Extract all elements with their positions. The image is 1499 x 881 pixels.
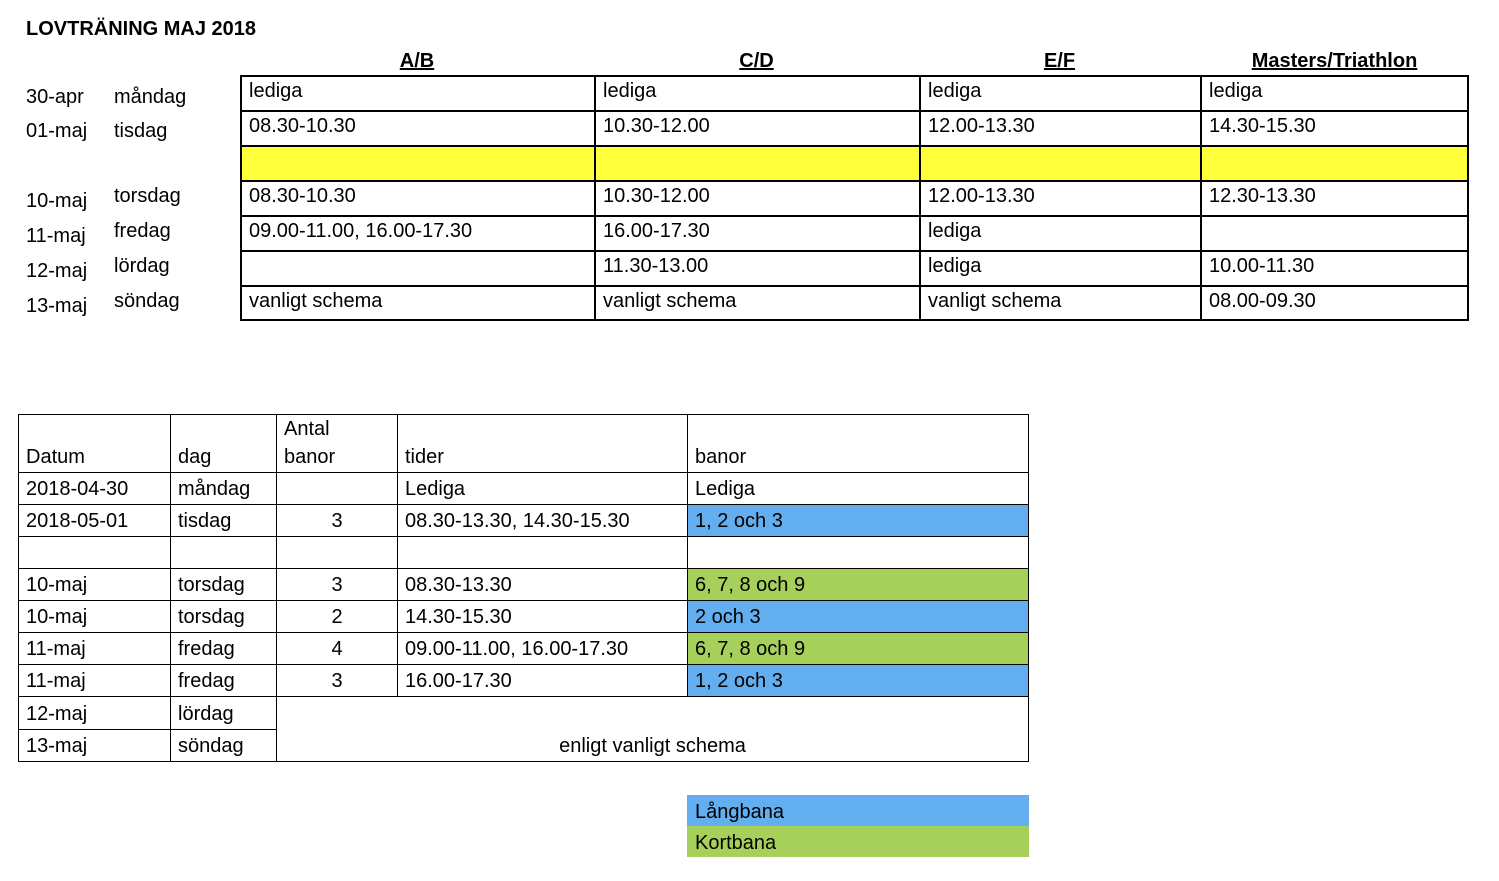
schedule-cell: 11.30-13.00 bbox=[594, 250, 919, 285]
schedule-day: torsdag bbox=[114, 185, 181, 207]
cell-dag: fredag bbox=[170, 632, 276, 664]
schedule-row-highlight bbox=[240, 145, 1469, 180]
cell-datum: 2018-05-01 bbox=[18, 504, 170, 536]
header-tider: tider bbox=[397, 414, 687, 472]
schedule-cell: lediga bbox=[594, 75, 919, 110]
cell-dag: tisdag bbox=[170, 504, 276, 536]
cell-antal: 3 bbox=[276, 568, 397, 600]
cell-tider bbox=[397, 536, 687, 568]
cell-antal: 4 bbox=[276, 632, 397, 664]
cell-tider: 16.00-17.30 bbox=[397, 664, 687, 696]
schedule-row bbox=[240, 215, 1469, 250]
group-header-masters: Masters/Triathlon bbox=[1251, 50, 1418, 72]
schedule-cell: 10.30-12.00 bbox=[594, 180, 919, 215]
schedule-date: 12-maj bbox=[26, 260, 88, 282]
merged-note: enligt vanligt schema bbox=[559, 735, 746, 757]
schedule-cell: lediga bbox=[240, 75, 594, 110]
schedule-date: 30-apr bbox=[26, 86, 84, 108]
schedule-cell: 10.30-12.00 bbox=[594, 110, 919, 145]
schedule-day: lördag bbox=[114, 255, 170, 277]
cell-dag: måndag bbox=[170, 472, 276, 504]
cell-dag: torsdag bbox=[170, 568, 276, 600]
cell-banor-long: 1, 2 och 3 bbox=[687, 504, 1029, 536]
group-header-ab: A/B bbox=[399, 50, 435, 72]
cell-banor: Lediga bbox=[687, 472, 1029, 504]
cell-datum: 12-maj bbox=[18, 696, 170, 729]
cell-dag bbox=[170, 536, 276, 568]
schedule-cell bbox=[1200, 145, 1469, 180]
schedule-cell: vanligt schema bbox=[919, 285, 1200, 321]
cell-banor bbox=[687, 536, 1029, 568]
schedule-row bbox=[240, 285, 1469, 321]
legend-short-label: Kortbana bbox=[695, 832, 777, 854]
cell-tider: 08.30-13.30 bbox=[397, 568, 687, 600]
cell-antal: 2 bbox=[276, 600, 397, 632]
cell-antal: 3 bbox=[276, 664, 397, 696]
schedule-row bbox=[240, 180, 1469, 215]
cell-datum: 13-maj bbox=[18, 729, 170, 762]
schedule-day: måndag bbox=[114, 86, 187, 108]
header-banor: banor bbox=[687, 414, 1029, 472]
schedule-cell bbox=[240, 145, 594, 180]
header-datum: Datum bbox=[18, 414, 170, 472]
schedule-row bbox=[240, 250, 1469, 285]
group-header-cd: C/D bbox=[739, 50, 774, 72]
schedule-cell bbox=[919, 145, 1200, 180]
schedule-date: 10-maj bbox=[26, 190, 88, 212]
schedule-cell bbox=[240, 250, 594, 285]
schedule-cell: lediga bbox=[1200, 75, 1469, 110]
schedule-cell: 14.30-15.30 bbox=[1200, 110, 1469, 145]
schedule-cell: 12.00-13.30 bbox=[919, 110, 1200, 145]
cell-dag: fredag bbox=[170, 664, 276, 696]
cell-antal bbox=[276, 472, 397, 504]
cell-tider: 14.30-15.30 bbox=[397, 600, 687, 632]
cell-antal: 3 bbox=[276, 504, 397, 536]
cell-datum: 11-maj bbox=[18, 664, 170, 696]
schedule-cell: lediga bbox=[919, 75, 1200, 110]
cell-banor-short: 6, 7, 8 och 9 bbox=[687, 568, 1029, 600]
legend-long-label: Långbana bbox=[695, 801, 784, 823]
legend-long-lane bbox=[687, 795, 1029, 826]
schedule-cell: 09.00-11.00, 16.00-17.30 bbox=[240, 215, 594, 250]
cell-tider: Lediga bbox=[397, 472, 687, 504]
cell-datum: 10-maj bbox=[18, 568, 170, 600]
schedule-cell: 08.00-09.30 bbox=[1200, 285, 1469, 321]
schedule-cell: 08.30-10.30 bbox=[240, 180, 594, 215]
schedule-cell: lediga bbox=[919, 215, 1200, 250]
page-title: LOVTRÄNING MAJ 2018 bbox=[26, 18, 257, 40]
schedule-cell bbox=[1200, 215, 1469, 250]
cell-banor-long: 2 och 3 bbox=[687, 600, 1029, 632]
schedule-cell: 16.00-17.30 bbox=[594, 215, 919, 250]
schedule-cell: 10.00-11.30 bbox=[1200, 250, 1469, 285]
legend-short-lane bbox=[687, 826, 1029, 857]
schedule-cell: vanligt schema bbox=[240, 285, 594, 321]
group-header-ef: E/F bbox=[1043, 50, 1076, 72]
schedule-date: 13-maj bbox=[26, 295, 88, 317]
schedule-cell bbox=[594, 145, 919, 180]
cell-antal bbox=[276, 536, 397, 568]
cell-dag: söndag bbox=[170, 729, 276, 762]
header-dag: dag bbox=[170, 414, 276, 472]
schedule-cell: 12.30-13.30 bbox=[1200, 180, 1469, 215]
schedule-date: 11-maj bbox=[26, 225, 86, 247]
cell-dag: lördag bbox=[170, 696, 276, 729]
schedule-cell: 08.30-10.30 bbox=[240, 110, 594, 145]
schedule-day: söndag bbox=[114, 290, 180, 312]
schedule-cell: lediga bbox=[919, 250, 1200, 285]
schedule-date: 01-maj bbox=[26, 120, 88, 142]
cell-tider: 08.30-13.30, 14.30-15.30 bbox=[397, 504, 687, 536]
schedule-day: tisdag bbox=[114, 120, 168, 142]
schedule-day: fredag bbox=[114, 220, 171, 242]
merged-note-cell bbox=[276, 696, 1029, 762]
cell-datum: 2018-04-30 bbox=[18, 472, 170, 504]
cell-datum: 10-maj bbox=[18, 600, 170, 632]
cell-dag: torsdag bbox=[170, 600, 276, 632]
cell-tider: 09.00-11.00, 16.00-17.30 bbox=[397, 632, 687, 664]
cell-datum: 11-maj bbox=[18, 632, 170, 664]
schedule-row bbox=[240, 110, 1469, 145]
schedule-row bbox=[240, 75, 1469, 110]
schedule-cell: vanligt schema bbox=[594, 285, 919, 321]
cell-banor-long: 1, 2 och 3 bbox=[687, 664, 1029, 696]
cell-banor-short: 6, 7, 8 och 9 bbox=[687, 632, 1029, 664]
schedule-cell: 12.00-13.30 bbox=[919, 180, 1200, 215]
header-antal-banor: Antal banor bbox=[276, 414, 397, 472]
cell-datum bbox=[18, 536, 170, 568]
